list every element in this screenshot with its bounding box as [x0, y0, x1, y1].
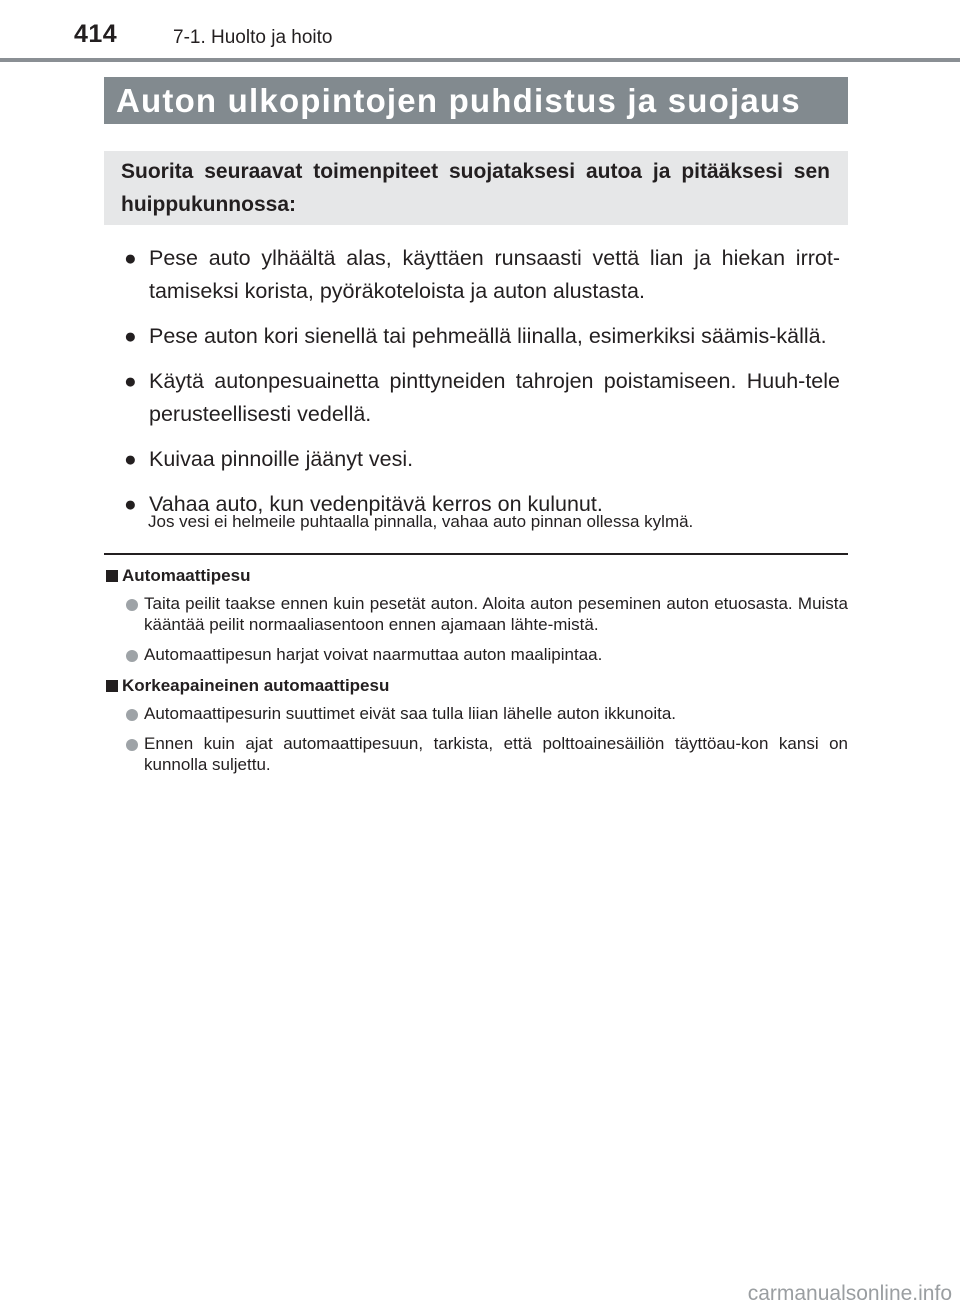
list-item-text: Vahaa auto, kun vedenpitävä kerros on kulunut.	[149, 492, 603, 516]
main-list	[124, 242, 840, 533]
circle-bullet-icon	[126, 599, 138, 611]
subheading-high-pressure-wash	[106, 676, 848, 696]
waxing-note: Jos vesi ei helmeile puhtaalla pinnalla, vahaa auto pinnan ollessa kylmä.	[148, 512, 694, 531]
note-text: Automaattipesurin suuttimet eivät saa tulla liian lähelle auton ikkunoita.	[144, 703, 677, 723]
list-item	[124, 443, 840, 476]
watermark: carmanualsonline.info	[747, 1282, 952, 1305]
page-header	[0, 0, 960, 62]
section-label: 7-1. Huolto ja hoito	[173, 27, 333, 48]
bullet-icon: ●	[124, 325, 137, 348]
circle-bullet-icon	[126, 739, 138, 751]
list-item-text: Pese auton kori sienellä tai pehmeällä liinalla, esimerkiksi säämis-källä.	[149, 324, 827, 348]
note-item	[106, 645, 848, 666]
subheading-text: Korkeapaineinen automaattipesu	[122, 675, 390, 695]
bullet-icon: ●	[124, 370, 137, 393]
bullet-icon: ●	[124, 247, 137, 270]
list-item-text: Käytä autonpesuainetta pinttyneiden tahrojen poistamiseen. Huuh-tele perusteellisesti vedellä.	[149, 369, 840, 426]
subheading-text: Automaattipesu	[122, 566, 251, 585]
divider	[104, 553, 848, 555]
list-item-text: Kuivaa pinnoille jäänyt vesi.	[149, 447, 414, 471]
note-item	[106, 734, 848, 775]
list-item-text: Pese auto ylhäältä alas, käyttäen runsaasti vettä lian ja hiekan irrot-tamiseksi korista, pyöräkoteloista ja auton alustasta.	[149, 246, 840, 303]
note-text: Taita peilit taakse ennen kuin pesetät auton. Aloita auton peseminen auton etuosasta. Muista kääntää peilit normaaliasentoon ennen ajamaan lähte-mistä.	[144, 594, 848, 634]
subheading-automatic-wash	[106, 566, 848, 586]
title-bar	[104, 77, 848, 124]
note-item	[106, 704, 848, 725]
page-title: Auton ulkopintojen puhdistus ja suojaus	[116, 82, 801, 119]
header-rule	[0, 58, 960, 62]
note-text: Ennen kuin ajat automaattipesuun, tarkista, että polttoainesäiliön täyttöau-kon kansi on kunnolla suljettu.	[144, 734, 848, 774]
bullet-icon: ●	[124, 448, 137, 471]
circle-bullet-icon	[126, 709, 138, 721]
note-text: Automaattipesun harjat voivat naarmuttaa auton maalipintaa.	[144, 645, 603, 664]
square-bullet-icon	[106, 680, 118, 692]
page-number: 414	[74, 20, 118, 48]
intro-box	[104, 151, 848, 225]
bullet-icon: ●	[124, 493, 137, 516]
note-item	[106, 594, 848, 635]
circle-bullet-icon	[126, 650, 138, 662]
square-bullet-icon	[106, 570, 118, 582]
intro-text: Suorita seuraavat toimenpiteet suojataksesi autoa ja pitääksesi sen huippukunnossa:	[121, 160, 830, 216]
list-item	[124, 365, 840, 431]
list-item	[124, 320, 840, 353]
list-item	[124, 242, 840, 308]
notes-section	[106, 566, 848, 785]
